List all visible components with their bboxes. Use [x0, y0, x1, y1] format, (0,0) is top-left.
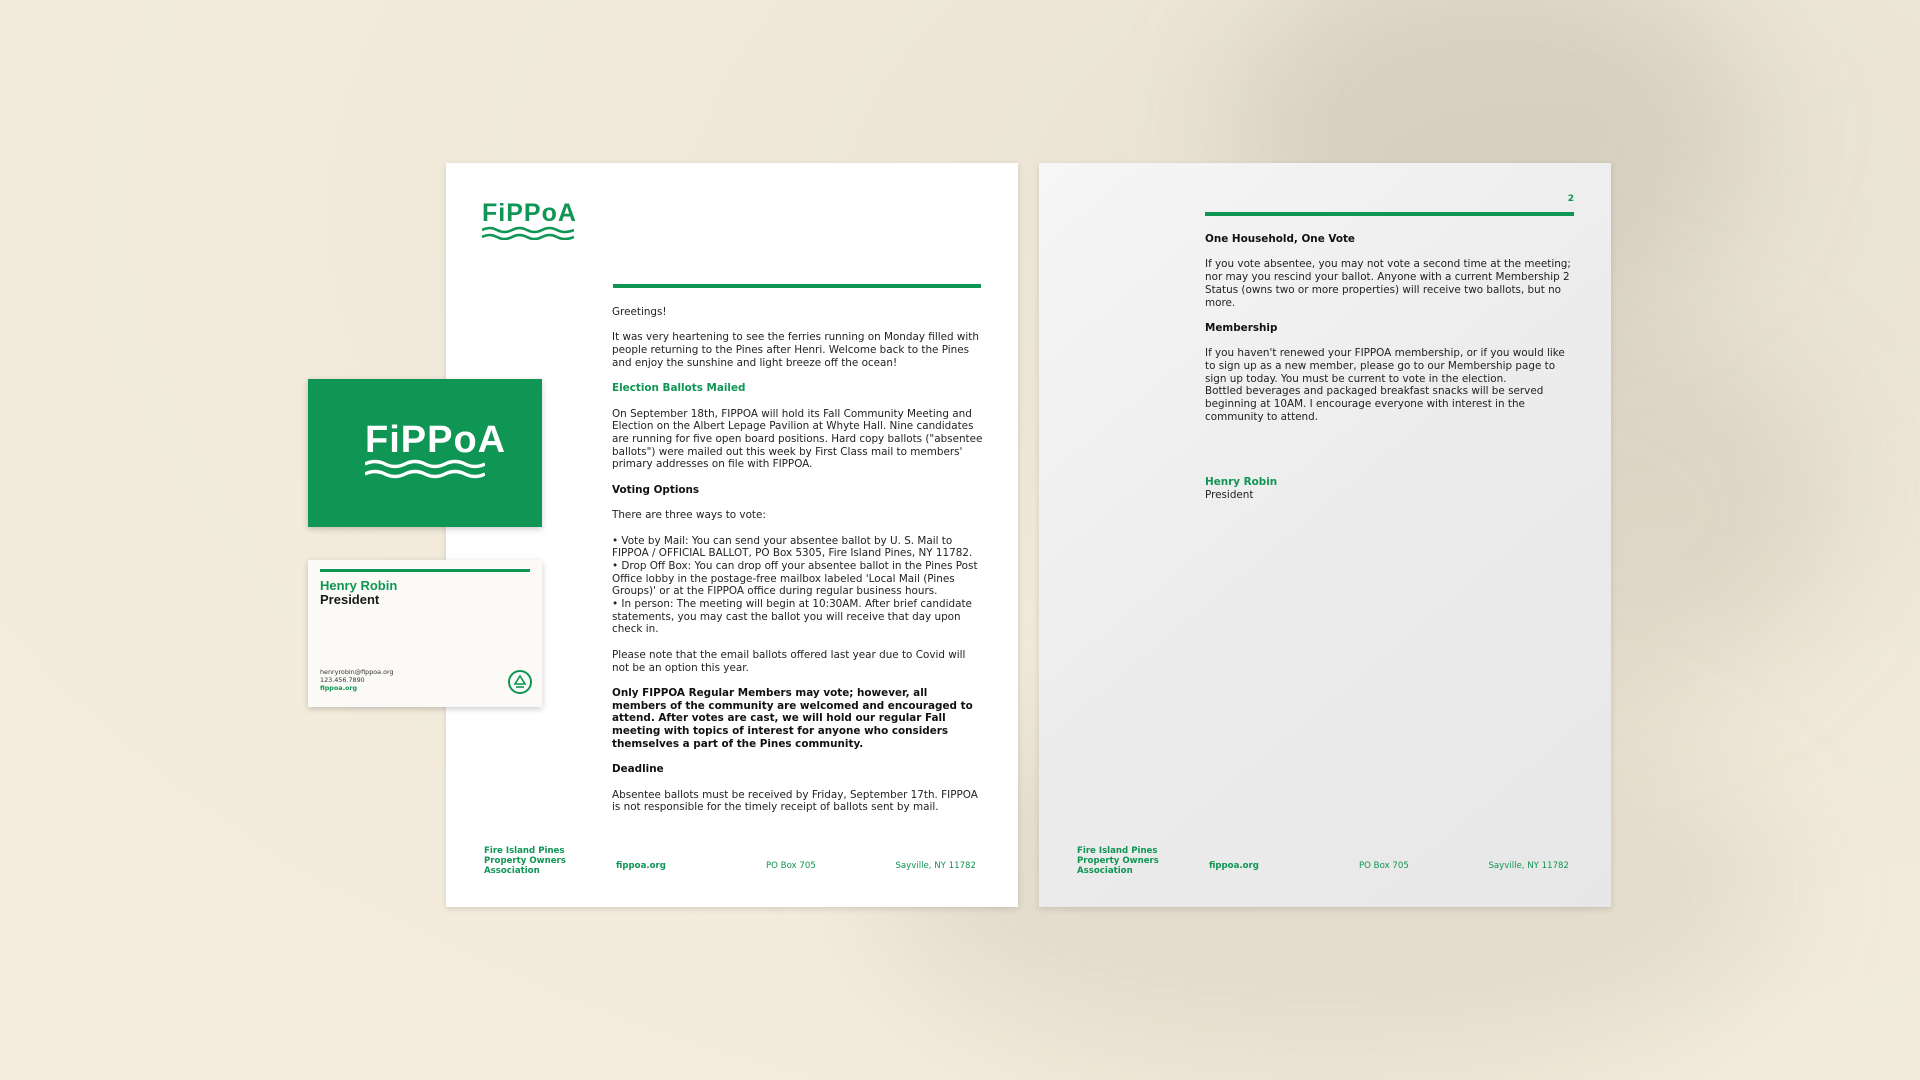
greeting: Greetings!	[612, 306, 667, 318]
deadline-paragraph: Absentee ballots must be received by Friday, September 17th. FIPPOA is not responsible for the timely receipt of ballots sent by mail.	[612, 788, 978, 814]
voting-option: • In person: The meeting will begin at 10:30AM. After brief candidate statements, you may cast the ballot you will receive that day upon check in.	[612, 598, 972, 636]
ballots-paragraph: On September 18th, FIPPOA will hold its Fall Community Meeting and Election on the Albert Lepage Pavilion at Whyte Hall. Nine candidates are running for five open board positions. Hard copy ballots ("absentee ballots") were mailed out this week by First Class mail to members' primary addresses on file with FIPPOA.	[612, 407, 983, 471]
letter-body-page-2	[1205, 233, 1577, 424]
card-website: fippoa.org	[320, 684, 358, 692]
fippoa-logo	[482, 201, 577, 240]
header-rule	[613, 284, 981, 288]
intro-paragraph: It was very heartening to see the ferries running on Monday filled with people returning to the Pines after Henri. Welcome back to the Pines and enjoy the sunshine and light breeze off the ocean!	[612, 331, 979, 369]
household-paragraph: If you vote absentee, you may not vote a second time at the meeting; nor may you rescind your ballot. Anyone with a current Membership 2 Status (owns two or more properties) will receive two ballots, but no more.	[1205, 258, 1571, 309]
card-contact	[320, 668, 394, 692]
business-card-back	[308, 560, 542, 707]
fippoa-logo	[365, 421, 506, 479]
membership-paragraph: If you haven't renewed your FIPPOA membership, or if you would like to sign up as a new member, please go to our Membership page to sign up today. You must be current to vote in the election.	[1205, 347, 1565, 385]
section-heading-ballots: Election Ballots Mailed	[612, 382, 746, 395]
letterhead-page-2	[1039, 163, 1611, 907]
footer-city: Sayville, NY 11782	[1488, 861, 1569, 871]
voting-option: • Drop Off Box: You can drop off your absentee ballot in the Pines Post Office lobby in the postage-free mailbox labeled 'Local Mail (Pines Groups)' or at the FIPPOA office during regular business hours.	[612, 559, 978, 598]
card-email: henryrobin@fippoa.org	[320, 668, 394, 676]
footer-website: fippoa.org	[616, 861, 666, 871]
refreshments-paragraph: Bottled beverages and packaged breakfast snacks will be served beginning at 10AM. I encourage everyone with interest in the community to attend.	[1205, 385, 1544, 423]
signer-name: Henry Robin	[1205, 476, 1278, 488]
section-heading-household: One Household, One Vote	[1205, 233, 1355, 245]
section-heading-membership: Membership	[1205, 321, 1278, 334]
voting-intro: There are three ways to vote:	[612, 509, 766, 522]
members-note: Only FIPPOA Regular Members may vote; however, all members of the community are welcomed and encouraged to attend. After votes are cast, we will hold our regular Fall meeting with topics of interest for anyone who considers themselves a part of the Pines community.	[612, 686, 973, 750]
voting-option: • Vote by Mail: You can send your absentee ballot by U. S. Mail to FIPPOA / OFFICIAL BALLOT, PO Box 5305, Fire Island Pines, NY 11782.	[612, 534, 973, 560]
footer-city: Sayville, NY 11782	[895, 861, 976, 871]
card-rule	[320, 569, 530, 572]
tree-badge-icon	[508, 670, 532, 694]
card-title: President	[320, 592, 380, 607]
letter-body	[612, 306, 984, 827]
card-name: Henry Robin	[320, 578, 398, 593]
header-rule	[1205, 212, 1574, 216]
logo-wordmark: FiPPoA	[365, 419, 507, 461]
footer-po-box: PO Box 705	[766, 861, 816, 871]
wave-icon	[365, 459, 485, 479]
footer-po-box: PO Box 705	[1359, 861, 1409, 871]
card-phone: 123.456.7890	[320, 676, 365, 684]
letterhead-page-1	[446, 163, 1018, 907]
wave-icon	[482, 226, 574, 240]
footer-website: fippoa.org	[1209, 861, 1259, 871]
section-heading-voting: Voting Options	[612, 483, 700, 496]
covid-note: Please note that the email ballots offered last year due to Covid will not be an option this year.	[612, 648, 966, 674]
section-heading-deadline: Deadline	[612, 763, 664, 776]
business-card-front	[308, 379, 542, 527]
letter-footer	[1039, 842, 1611, 882]
page-number: 2	[1567, 194, 1574, 204]
signer-title: President	[1205, 488, 1254, 501]
letter-footer	[446, 842, 1018, 882]
footer-org-name: Fire Island Pines Property Owners Association	[484, 846, 566, 876]
footer-org-name: Fire Island Pines Property Owners Association	[1077, 846, 1159, 876]
voting-options-list	[612, 535, 984, 637]
logo-wordmark: FiPPoA	[482, 199, 577, 227]
signature-block	[1205, 476, 1277, 501]
